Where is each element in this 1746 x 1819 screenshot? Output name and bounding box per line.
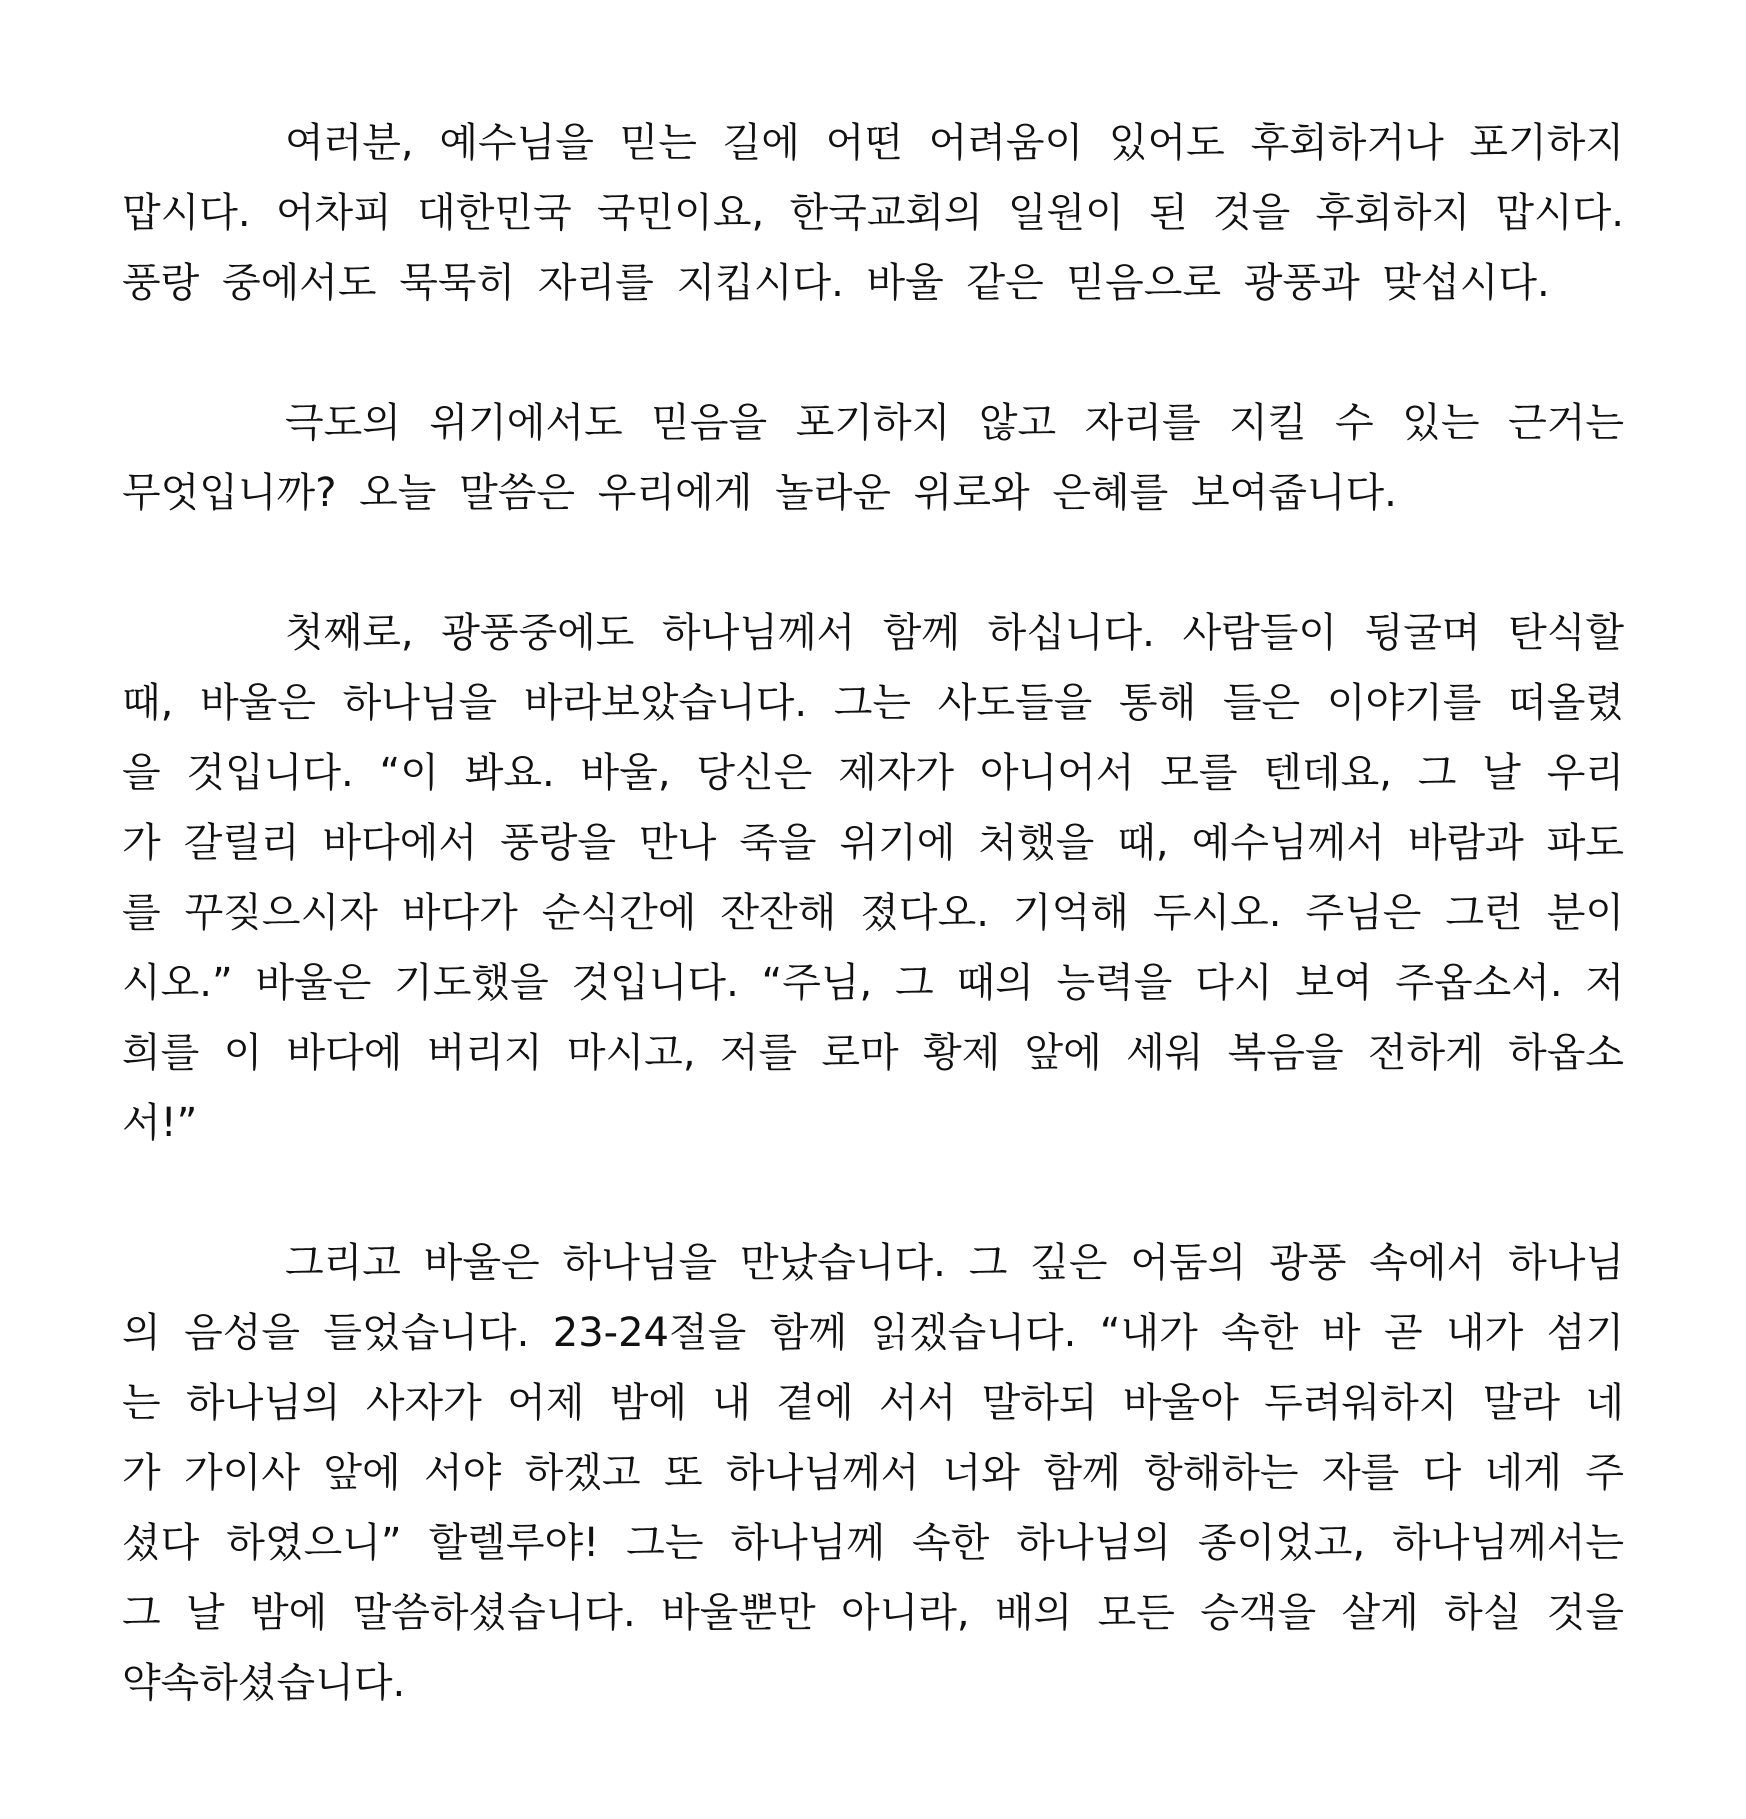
- paragraph-1: 여러분, 예수님을 믿는 길에 어떤 어려움이 있어도 후회하거나 포기하지 맙시다. 어차피 대한민국 국민이요, 한국교회의 일원이 된 것을 후회하지 맙시다. 풍랑 중에서도 묵묵히 자리를 지킵시다. 바울 같은 믿음으로 광풍과 맞섭시다.: [122, 120, 1624, 306]
- paragraph-2: 극도의 위기에서도 믿음을 포기하지 않고 자리를 지킬 수 있는 근거는 무엇입니까? 오늘 말씀은 우리에게 놀라운 위로와 은혜를 보여줍니다.: [122, 400, 1624, 516]
- paragraph-4: 그리고 바울은 하나님을 만났습니다. 그 깊은 어둠의 광풍 속에서 하나님의 음성을 들었습니다. 23-24절을 함께 읽겠습니다. “내가 속한 바 곧 내가 섬기는 하나님의 사자가 어제 밤에 내 곁에 서서 말하되 바울아 두려워하지 말라 네가 가이사 앞에 서야 하겠고 또 하나님께서 너와 함께 항해하는 자를 다 네게 주셨다 하였으니” 할렐루야! 그는 하나님께 속한 하나님의 종이었고, 하나님께서는 그 날 밤에 말씀하셨습니다. 바울뿐만 아니라, 배의 모든 승객을 살게 하실 것을 약속하셨습니다.: [122, 1240, 1624, 1706]
- paragraph-3: 첫째로, 광풍중에도 하나님께서 함께 하십니다. 사람들이 뒹굴며 탄식할 때, 바울은 하나님을 바라보았습니다. 그는 사도들을 통해 들은 이야기를 떠올렸을 것입니다. “이 봐요. 바울, 당신은 제자가 아니어서 모를 텐데요, 그 날 우리가 갈릴리 바다에서 풍랑을 만나 죽을 위기에 처했을 때, 예수님께서 바람과 파도를 꾸짖으시자 바다가 순식간에 잔잔해 졌다오. 기억해 두시오. 주님은 그런 분이시오.” 바울은 기도했을 것입니다. “주님, 그 때의 능력을 다시 보여 주옵소서. 저희를 이 바다에 버리지 마시고, 저를 로마 황제 앞에 세워 복음을 전하게 하옵소서!”: [122, 610, 1624, 1146]
- document-page: [122, 108, 1624, 1718]
